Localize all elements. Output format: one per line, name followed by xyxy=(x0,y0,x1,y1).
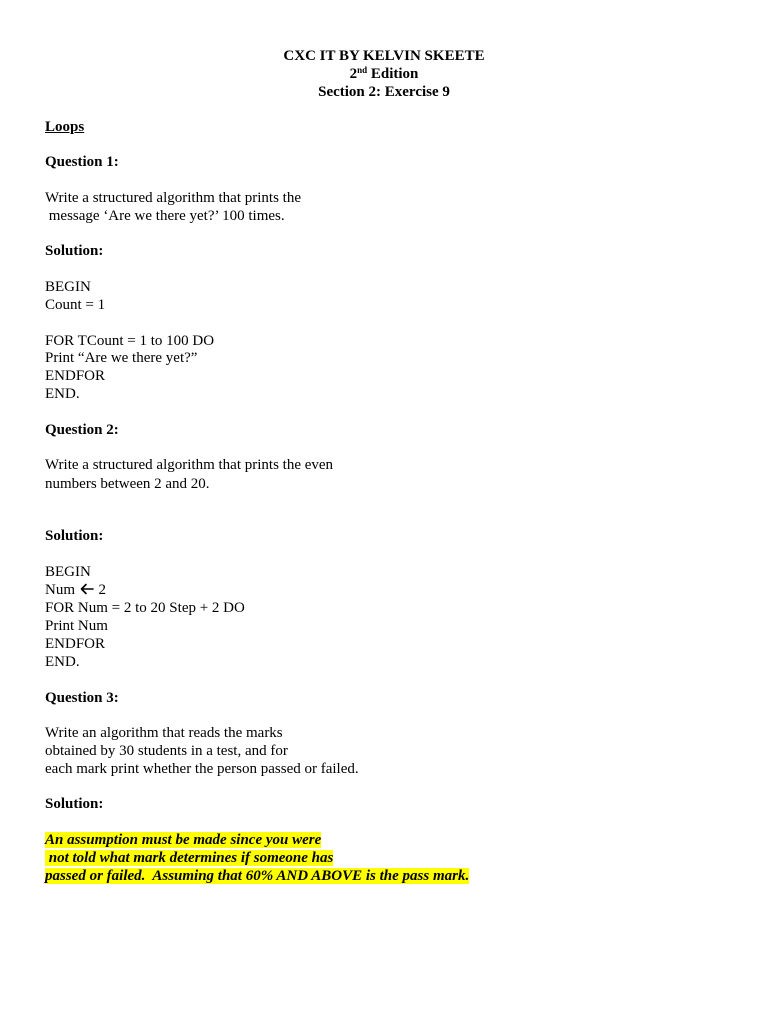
left-arrow-icon xyxy=(80,583,94,595)
solution-3-heading: Solution: xyxy=(45,796,104,812)
solution-2-for: FOR Num = 2 to 20 Step + 2 DO xyxy=(45,600,245,616)
question-2-prompt-line-1: Write a structured algorithm that prints the even xyxy=(45,457,334,473)
solution-3-note-line-2 xyxy=(45,849,333,867)
highlighted-note-text: An assumption must be made since you were xyxy=(45,832,322,848)
solution-2-print: Print Num xyxy=(45,618,108,634)
question-1-heading: Question 1: xyxy=(45,154,119,170)
highlighted-note-text: not told what mark determines if someone has xyxy=(45,850,334,866)
question-2-heading: Question 2: xyxy=(45,422,119,438)
solution-3-note-line-1 xyxy=(45,831,321,849)
solution-2-begin: BEGIN xyxy=(45,564,91,580)
question-1-prompt-line-2: message ‘Are we there yet?’ 100 times. xyxy=(45,208,285,224)
question-3-prompt-line-3: each mark print whether the person passed or failed. xyxy=(45,761,359,777)
section-title: Section 2: Exercise 9 xyxy=(318,84,450,100)
solution-1-for: FOR TCount = 1 to 100 DO xyxy=(45,333,215,349)
solution-2-assign xyxy=(45,581,106,599)
document-header xyxy=(0,47,768,101)
solution-1-end: END. xyxy=(45,386,80,402)
solution-1-endfor: ENDFOR xyxy=(45,368,106,384)
edition-line xyxy=(0,65,768,83)
solution-3-note-line-3 xyxy=(45,867,469,885)
solution-1-begin: BEGIN xyxy=(45,279,91,295)
solution-2-endfor: ENDFOR xyxy=(45,636,106,652)
question-1-prompt-line-1: Write a structured algorithm that prints the xyxy=(45,190,301,206)
edition-number: 2 xyxy=(349,66,358,82)
solution-1-print: Print “Are we there yet?” xyxy=(45,350,198,366)
document-title: CXC IT BY KELVIN SKEETE xyxy=(283,48,485,64)
topic-heading: Loops xyxy=(45,119,85,135)
solution-2-heading: Solution: xyxy=(45,528,104,544)
solution-1-heading: Solution: xyxy=(45,243,104,259)
question-2-prompt-line-2: numbers between 2 and 20. xyxy=(45,476,210,492)
question-3-prompt-line-2: obtained by 30 students in a test, and for xyxy=(45,743,288,759)
solution-2-end: END. xyxy=(45,654,80,670)
solution-2-assign-var: Num xyxy=(45,582,75,598)
question-3-heading: Question 3: xyxy=(45,690,119,706)
edition-word: Edition xyxy=(367,66,419,82)
highlighted-note-text: passed or failed. Assuming that 60% AND ABOVE is the pass mark. xyxy=(45,868,470,884)
solution-1-init: Count = 1 xyxy=(45,297,106,313)
edition-suffix: nd xyxy=(357,65,368,75)
question-3-prompt-line-1: Write an algorithm that reads the marks xyxy=(45,725,283,741)
solution-2-assign-value: 2 xyxy=(98,582,106,598)
